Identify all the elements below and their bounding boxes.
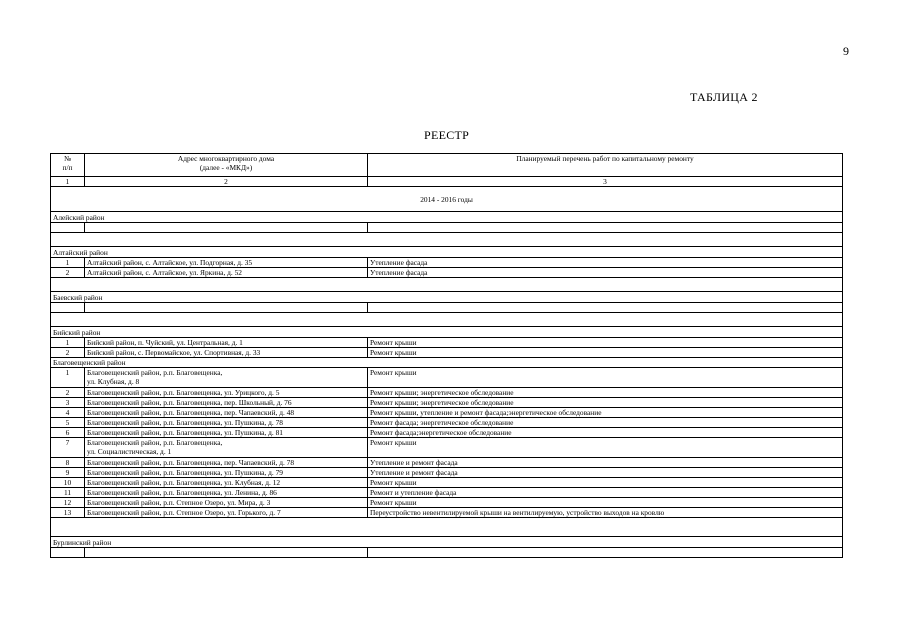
row-number: 2 bbox=[51, 348, 85, 358]
row-works: Ремонт крыши bbox=[368, 478, 843, 488]
row-number: 12 bbox=[51, 498, 85, 508]
row-works: Ремонт крыши bbox=[368, 438, 843, 458]
table-row bbox=[51, 478, 843, 488]
table-row bbox=[51, 408, 843, 418]
period-label: 2014 - 2016 годы bbox=[51, 187, 843, 212]
district-row bbox=[51, 327, 843, 338]
table-row bbox=[51, 388, 843, 398]
empty-cell bbox=[368, 303, 843, 313]
row-address: Бийский район, п. Чуйский, ул. Центральная, д. 1 bbox=[85, 338, 368, 348]
empty-cell bbox=[85, 303, 368, 313]
row-works: Утепление и ремонт фасада bbox=[368, 458, 843, 468]
row-number: 1 bbox=[51, 338, 85, 348]
column-index: 1 bbox=[51, 177, 85, 187]
row-number: 6 bbox=[51, 428, 85, 438]
row-number: 2 bbox=[51, 268, 85, 278]
empty-cell bbox=[51, 303, 85, 313]
empty-row bbox=[51, 548, 843, 558]
district-name: Алтайский район bbox=[51, 247, 843, 258]
row-number: 1 bbox=[51, 368, 85, 388]
row-address: Благовещенский район, р.п. Благовещенка, пер. Школьный, д. 76 bbox=[85, 398, 368, 408]
row-works: Утепление фасада bbox=[368, 268, 843, 278]
table-row bbox=[51, 508, 843, 518]
row-works: Утепление и ремонт фасада bbox=[368, 468, 843, 478]
row-address: Благовещенский район, р.п. Благовещенка, ул. Клубная, д. 8 bbox=[85, 368, 368, 388]
row-number: 13 bbox=[51, 508, 85, 518]
row-number: 4 bbox=[51, 408, 85, 418]
district-name: Благовещенский район bbox=[51, 358, 843, 368]
row-works: Ремонт крыши, утепление и ремонт фасада;энергетическое обследование bbox=[368, 408, 843, 418]
table-row bbox=[51, 258, 843, 268]
district-name: Бийский район bbox=[51, 327, 843, 338]
district-row bbox=[51, 247, 843, 258]
spacer-cell bbox=[51, 313, 843, 327]
row-address: Благовещенский район, р.п. Благовещенка, ул. Пушкина, д. 81 bbox=[85, 428, 368, 438]
row-address: Благовещенский район, р.п. Благовещенка, ул. Пушкина, д. 79 bbox=[85, 468, 368, 478]
row-number: 8 bbox=[51, 458, 85, 468]
row-address: Благовещенский район, р.п. Благовещенка, пер. Чапаевский, д. 48 bbox=[85, 408, 368, 418]
spacer-row bbox=[51, 518, 843, 537]
row-works: Ремонт крыши bbox=[368, 368, 843, 388]
empty-cell bbox=[368, 548, 843, 558]
header-works: Планируемый перечень работ по капитальному ремонту bbox=[368, 154, 843, 177]
spacer-row bbox=[51, 278, 843, 292]
row-works: Ремонт фасада; энергетическое обследование bbox=[368, 418, 843, 428]
table-header-row bbox=[51, 154, 843, 177]
column-index: 2 bbox=[85, 177, 368, 187]
district-row bbox=[51, 212, 843, 223]
row-works: Ремонт крыши; энергетическое обследование bbox=[368, 398, 843, 408]
row-address: Благовещенский район, р.п. Благовещенка, ул. Пушкина, д. 78 bbox=[85, 418, 368, 428]
table-row bbox=[51, 418, 843, 428]
row-number: 3 bbox=[51, 398, 85, 408]
row-number: 10 bbox=[51, 478, 85, 488]
row-works: Ремонт крыши bbox=[368, 338, 843, 348]
table-label: ТАБЛИЦА 2 bbox=[690, 90, 758, 104]
spacer-cell bbox=[51, 518, 843, 537]
empty-cell bbox=[368, 223, 843, 233]
document-title: РЕЕСТР bbox=[424, 128, 470, 142]
spacer-row bbox=[51, 233, 843, 247]
empty-cell bbox=[51, 548, 85, 558]
district-row bbox=[51, 358, 843, 368]
row-works: Ремонт крыши bbox=[368, 498, 843, 508]
empty-cell bbox=[51, 223, 85, 233]
row-address: Благовещенский район, р.п. Степное Озеро, ул. Горького, д. 7 bbox=[85, 508, 368, 518]
district-name: Баевский район bbox=[51, 292, 843, 303]
spacer-cell bbox=[51, 233, 843, 247]
header-number: № п/п bbox=[51, 154, 85, 177]
row-address: Бийский район, с. Первомайское, ул. Спортивная, д. 33 bbox=[85, 348, 368, 358]
empty-row bbox=[51, 303, 843, 313]
row-address: Благовещенский район, р.п. Степное Озеро, ул. Мира, д. 3 bbox=[85, 498, 368, 508]
table-row bbox=[51, 338, 843, 348]
period-row bbox=[51, 187, 843, 212]
row-address: Благовещенский район, р.п. Благовещенка, пер. Чапаевский, д. 78 bbox=[85, 458, 368, 468]
row-works: Переустройство невентилируемой крыши на вентилируемую, устройство выходов на кровлю bbox=[368, 508, 843, 518]
row-address: Благовещенский район, р.п. Благовещенка, ул. Социалистическая, д. 1 bbox=[85, 438, 368, 458]
row-address: Благовещенский район, р.п. Благовещенка, ул. Ленина, д. 86 bbox=[85, 488, 368, 498]
district-row bbox=[51, 292, 843, 303]
row-number: 5 bbox=[51, 418, 85, 428]
row-address: Алтайский район, с. Алтайское, ул. Яркина, д. 52 bbox=[85, 268, 368, 278]
table-row bbox=[51, 368, 843, 388]
column-index: 3 bbox=[368, 177, 843, 187]
row-works: Ремонт крыши bbox=[368, 348, 843, 358]
table-row bbox=[51, 438, 843, 458]
row-works: Ремонт и утепление фасада bbox=[368, 488, 843, 498]
row-works: Утепление фасада bbox=[368, 258, 843, 268]
district-name: Бурлинский район bbox=[51, 537, 843, 548]
row-address: Алтайский район, с. Алтайское, ул. Подгорная, д. 35 bbox=[85, 258, 368, 268]
row-works: Ремонт крыши; энергетическое обследование bbox=[368, 388, 843, 398]
row-number: 2 bbox=[51, 388, 85, 398]
row-address: Благовещенский район, р.п. Благовещенка, ул. Клубная, д. 12 bbox=[85, 478, 368, 488]
spacer-cell bbox=[51, 278, 843, 292]
row-number: 11 bbox=[51, 488, 85, 498]
row-works: Ремонт фасада;энергетическое обследование bbox=[368, 428, 843, 438]
registry-table bbox=[50, 153, 843, 558]
table-row bbox=[51, 268, 843, 278]
district-name: Алейский район bbox=[51, 212, 843, 223]
table-row bbox=[51, 458, 843, 468]
table-row bbox=[51, 468, 843, 478]
empty-cell bbox=[85, 223, 368, 233]
header-address: Адрес многоквартирного дома (далее - «МКД») bbox=[85, 154, 368, 177]
table-row bbox=[51, 348, 843, 358]
district-row bbox=[51, 537, 843, 548]
row-number: 1 bbox=[51, 258, 85, 268]
page-number: 9 bbox=[843, 44, 849, 58]
spacer-row bbox=[51, 313, 843, 327]
table-row bbox=[51, 488, 843, 498]
row-number: 7 bbox=[51, 438, 85, 458]
empty-row bbox=[51, 223, 843, 233]
row-number: 9 bbox=[51, 468, 85, 478]
table-row bbox=[51, 428, 843, 438]
empty-cell bbox=[85, 548, 368, 558]
column-index-row bbox=[51, 177, 843, 187]
table-row bbox=[51, 498, 843, 508]
table-row bbox=[51, 398, 843, 408]
row-address: Благовещенский район, р.п. Благовещенка, ул. Урицкого, д. 5 bbox=[85, 388, 368, 398]
